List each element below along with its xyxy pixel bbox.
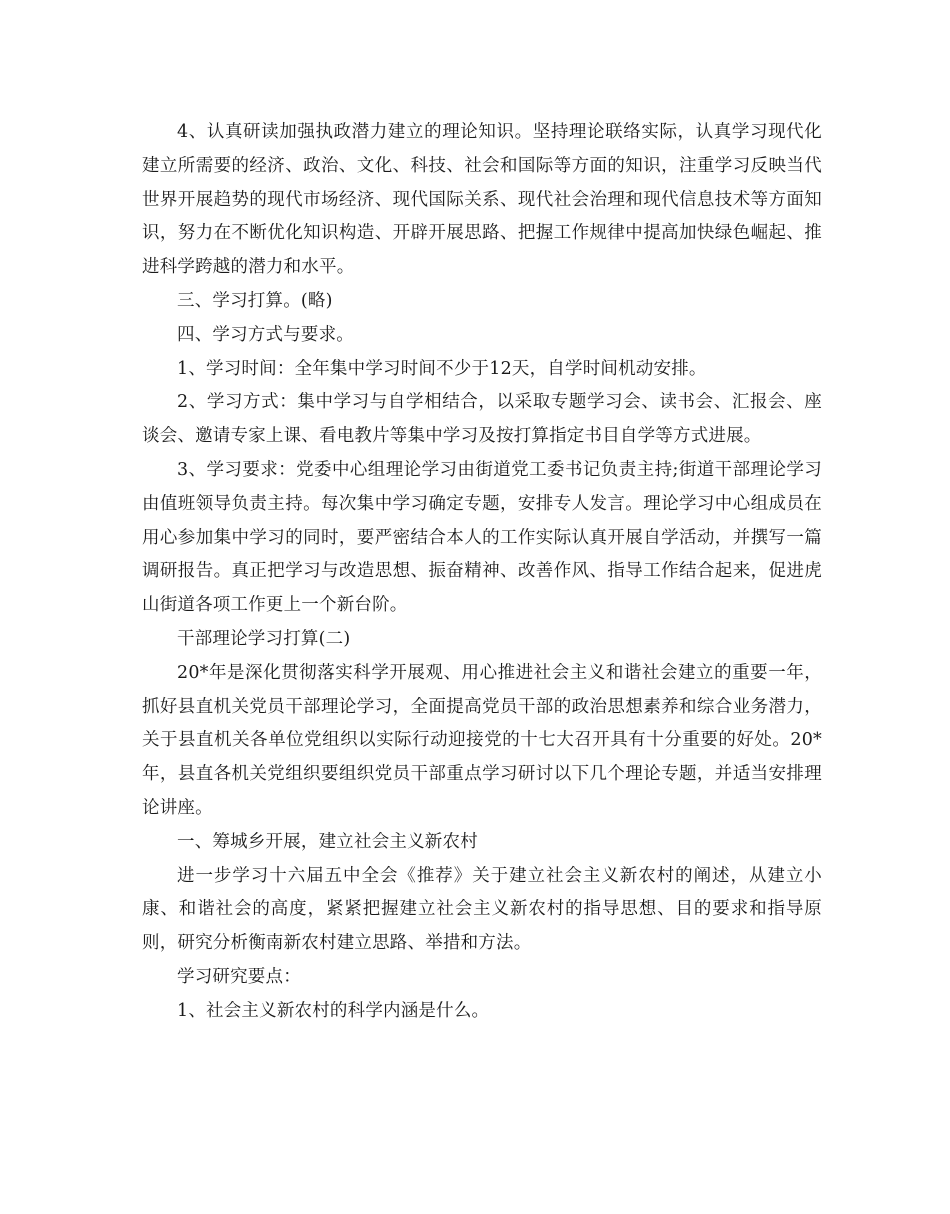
section-heading-study-plan: 三、学习打算。(略) <box>177 290 333 311</box>
document-body <box>142 116 822 1029</box>
paragraph-study-method: 2、学习方式：集中学习与自学相结合，以采取专题学习会、读书会、汇报会、座谈会、邀请专家上课、看电教片等集中学习及按打算指定书目自学等方式进展。 <box>142 392 822 447</box>
paragraph-key-point-1: 1、社会主义新农村的科学内涵是什么。 <box>177 1000 490 1021</box>
paragraph-new-countryside: 进一步学习十六届五中全会《推荐》关于建立社会主义新农村的阐述，从建立小康、和谐社会的高度，紧紧把握建立社会主义新农村的指导思想、目的要求和指导原则，研究分析衡南新农村建立思路、举措和方法。 <box>142 865 822 954</box>
document-subtitle: 干部理论学习打算(二) <box>177 628 351 649</box>
paragraph-item-4-theory-knowledge: 4、认真研读加强执政潜力建立的理论知识。坚持理论联络实际，认真学习现代化建立所需要的经济、政治、文化、科技、社会和国际等方面的知识，注重学习反映当代世界开展趋势的现代市场经济、现代国际关系、现代社会治理和现代信息技术等方面知识，努力在不断优化知识构造、开辟开展思路、把握工作规律中提高加快绿色崛起、推进科学跨越的潜力和水平。 <box>142 122 822 278</box>
paragraph-study-requirements: 3、学习要求：党委中心组理论学习由街道党工委书记负责主持;街道干部理论学习由值班领导负责主持。每次集中学习确定专题，安排专人发言。理论学习中心组成员在用心参加集中学习的同时，要严密结合本人的工作实际认真开展自学活动，并撰写一篇调研报告。真正把学习与改造思想、振奋精神、改善作风、指导工作结合起来，促进虎山街道各项工作更上一个新台阶。 <box>142 459 822 616</box>
paragraph-intro: 20*年是深化贯彻落实科学开展观、用心推进社会主义和谐社会建立的重要一年，抓好县直机关党员干部理论学习，全面提高党员干部的政治思想素养和综合业务潜力，关于县直机关各单位党组织以实际行动迎接党的十七大召开具有十分重要的好处。20*年，县直各机关党组织要组织党员干部重点学习研讨以下几个理论专题，并适当安排理论讲座。 <box>142 662 822 818</box>
section-heading-key-points: 学习研究要点： <box>177 966 301 987</box>
section-heading-study-method: 四、学习方式与要求。 <box>177 324 354 345</box>
section-heading-new-countryside: 一、筹城乡开展，建立社会主义新农村 <box>177 831 478 852</box>
paragraph-study-time: 1、学习时间：全年集中学习时间不少于12天，自学时间机动安排。 <box>177 358 707 379</box>
